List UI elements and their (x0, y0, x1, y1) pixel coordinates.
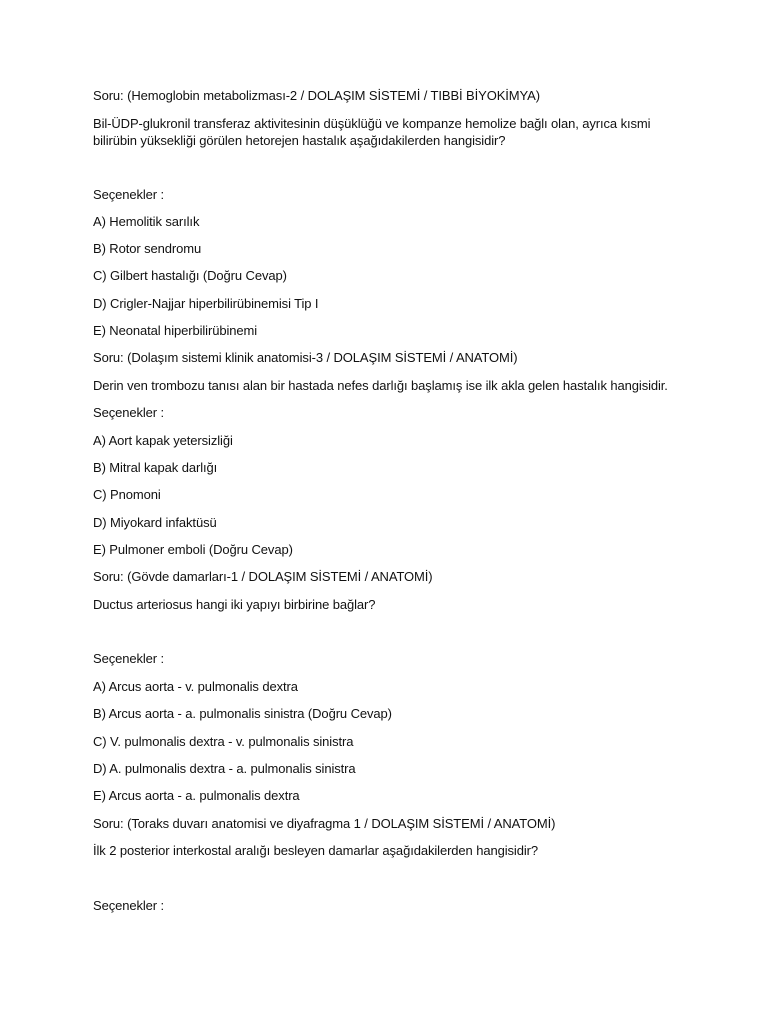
option-c: C) Gilbert hastalığı (Doğru Cevap) (93, 268, 287, 283)
options-label: Seçenekler : (93, 405, 165, 420)
question-header: Soru: (Hemoglobin metabolizması-2 / DOLAŞIM SİSTEMİ / TIBBİ BİYOKİMYA) (93, 88, 540, 103)
question-text: İlk 2 posterior interkostal aralığı besleyen damarlar aşağıdakilerden hangisidir? (93, 843, 538, 858)
question-header: Soru: (Dolaşım sistemi klinik anatomisi-3 / DOLAŞIM SİSTEMİ / ANATOMİ) (93, 350, 518, 365)
question-header: Soru: (Gövde damarları-1 / DOLAŞIM SİSTEMİ / ANATOMİ) (93, 569, 433, 584)
options-label: Seçenekler : (93, 898, 165, 913)
question-text: Bil-ÜDP-glukronil transferaz aktivitesinin düşüklüğü ve kompanze hemolize bağlı olan, ayrıca kısmi bilirübin yüksekliği görülen hetorejen hastalık aşağıdakilerden hangisidir? (93, 116, 651, 148)
question-text: Ductus arteriosus hangi iki yapıyı birbirine bağlar? (93, 597, 376, 612)
option-c: C) Pnomoni (93, 487, 161, 502)
option-a: A) Arcus aorta - v. pulmonalis dextra (93, 679, 298, 694)
option-a: A) Hemolitik sarılık (93, 214, 200, 229)
option-e: E) Pulmoner emboli (Doğru Cevap) (93, 542, 293, 557)
option-b: B) Arcus aorta - a. pulmonalis sinistra (Doğru Cevap) (93, 706, 392, 721)
option-c: C) V. pulmonalis dextra - v. pulmonalis sinistra (93, 734, 354, 749)
option-d: D) Crigler-Najjar hiperbilirübinemisi Tip I (93, 296, 319, 311)
options-label: Seçenekler : (93, 651, 165, 666)
option-e: E) Arcus aorta - a. pulmonalis dextra (93, 788, 300, 803)
option-b: B) Mitral kapak darlığı (93, 460, 218, 475)
question-header: Soru: (Toraks duvarı anatomisi ve diyafragma 1 / DOLAŞIM SİSTEMİ / ANATOMİ) (93, 816, 556, 831)
option-a: A) Aort kapak yetersizliği (93, 433, 233, 448)
option-d: D) Miyokard infaktüsü (93, 515, 217, 530)
option-e: E) Neonatal hiperbilirübinemi (93, 323, 258, 338)
options-label: Seçenekler : (93, 187, 165, 202)
option-b: B) Rotor sendromu (93, 241, 202, 256)
option-d: D) A. pulmonalis dextra - a. pulmonalis sinistra (93, 761, 356, 776)
question-text: Derin ven trombozu tanısı alan bir hastada nefes darlığı başlamış ise ilk akla gelen hastalık hangisidir. (93, 378, 668, 393)
